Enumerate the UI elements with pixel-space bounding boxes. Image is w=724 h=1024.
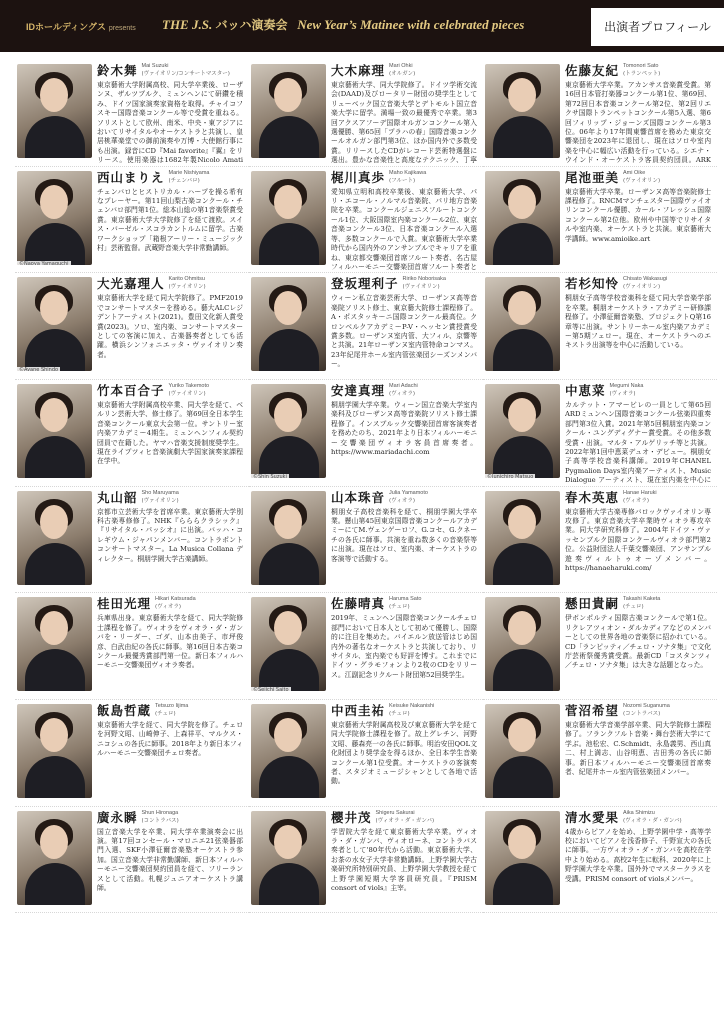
performer-info xyxy=(565,170,711,271)
performer-bio: 4歳からピアノを始め、上野学園中学・高等学校においてピアノを浅香修子、千野宣大の各氏に師事。一方ヴィオラ・ダ・ガンバを高校在学中より始める。高校2年生に転科、2020年に上野学園大学を卒業。国外外でマスタークラスを受講。PRISM consort of violsメンバー。 xyxy=(565,827,711,883)
performer-roman-name: Keisuke Nakanishi xyxy=(389,702,435,709)
performer-roman-name: Mari Adachi xyxy=(389,382,418,389)
performer-card xyxy=(483,273,717,380)
performer-card xyxy=(483,487,717,594)
performer-name: 櫻井茂 xyxy=(331,809,372,825)
performer-instrument: (コントラバス) xyxy=(623,710,661,717)
performer-name: 佐藤友紀 xyxy=(565,63,620,78)
photo-credit: ©Shin Suzuki xyxy=(253,473,287,478)
performer-roman-name: Haruma Sato xyxy=(389,596,422,603)
performer-info xyxy=(331,63,477,164)
performer-instrument: (ヴィオラ) xyxy=(609,390,636,397)
performer-card xyxy=(249,167,483,274)
performer-roman-name: Hikari Katsurada xyxy=(155,596,196,603)
performer-photo xyxy=(17,171,92,265)
performer-bio: 学習院大学を経て東京藝術大学卒業。ヴィオラ・ダ・ガンバ、ヴィオローネ、コントラバス奏者として'80年代から活動。東京藝術大学、お茶の水女子大学非常勤講師。上野学園大学古楽研究所特別研究員、上野学園大学教授を経て上野学園短期大学客員研究員。『PRISM consort of viols』主宰。 xyxy=(331,827,477,893)
concert-title xyxy=(162,16,524,33)
performer-name: 若杉知怜 xyxy=(565,276,620,292)
performer-instrument: (ヴィオラ) xyxy=(155,604,181,611)
performer-photo xyxy=(17,811,92,905)
performer-bio: カルテット・アマービレの一員として第65回ARDミュンヘン国際音楽コンクール弦楽四重奏部門第3位入賞。2021年第5回桐朋室内楽コンクール・ユングディグナー賞受賞。その他多数受賞・出演。マルタ・アルゲリッチ等と共演。2022年第1回中恵菜デュオ・デビュー。桐朋女子高等学校音楽科講師。2019年CHANEL Pygmalion Days室内楽アーティスト、Music Dialogue アーティスト、現在室内楽を中心に xyxy=(565,400,711,484)
performer-card xyxy=(249,593,483,700)
performer-bio: 桐朋女子高等学校音楽科を経て同大学音楽学部を卒業。桐朋オーケストラ・アカデミー研修課程修了。小澤征爾音楽塾、プロジェクトQ第16章等に出演。サントリーホール室内楽アカデミー第5期フェロー。現在、オーケストラへのエキストラ出演等を中心に活動している。 xyxy=(565,294,711,350)
performer-instrument: (チェロ) xyxy=(389,604,410,611)
performer-roman-name: Mai Suzuki xyxy=(141,63,169,69)
performer-card xyxy=(15,60,249,167)
performer-info xyxy=(565,703,711,804)
performer-bio: 国立音楽大学を卒業、同大学卒業演奏会に出演。第17回コンセール・マロニエ21弦楽器部門入選、SKF小澤征爾音楽塾オーケストラ参加。国立音楽大学非常勤講師、新日本フィルハーモニー交響楽団契約団員を経て、フリーランスとして活動。札幌ジュニアオーケストラ講師。 xyxy=(97,827,243,893)
performer-bio: 東京藝術大学を経て同大学院修了。PMF2019でコンサートマスターを務める。藝大ALCレジデントアーティスト(2021)。豊田文化新人賞受賞(2023)。ソロ、室内楽、コンサートマスターとしての客演に加え、古楽器奏者としても活躍。横浜シンフォニエッタ・ヴァイオリン奏者。 xyxy=(97,294,243,359)
performer-roman-name: Karito Ohmitsu xyxy=(168,276,205,283)
performer-card xyxy=(483,593,717,700)
performer-instrument: (ヴィオラ) xyxy=(389,497,415,504)
performer-photo xyxy=(485,704,560,798)
performer-bio: チェンバロとヒストリカル・ハープを操る希有なプレーヤー。第11回山梨古楽コンクール・チェンバロ部門第1位。総本山総の第1音楽祭賞受賞。東京藝術大学大学院修了を経て渡欧。スイス・バーゼル・スコラカントルムに留学。古楽ワークショップ「箱根アーリー・ミュージック村」芸術監督。武蔵野音楽大学非常勤講師。 xyxy=(97,187,243,253)
performer-roman-name: Shun Hironaga xyxy=(141,809,179,816)
performer-name: 梶川真歩 xyxy=(331,169,386,185)
performer-bio: 東京藝術大学附属高校、同大学卒業後、ローザンヌ、ザルツブルク、ミュンヘンにて研鑽を積み、ドイツ国家演奏家資格を取得。チャイコフスキー国際音楽コンクール等で受賞を重ねる。ソリストとして欧州、南米、中央・東アジアにおいてリサイタルやオーケストラと共演し、皇居桃華楽堂での御前演奏や万博・大使館行事にも出演。録音にCD『Mai favorite』『翼』をリリース。使用楽器は1682年製Nicolo Amati xyxy=(97,81,243,164)
presents-label: presents xyxy=(108,25,136,32)
title-en: New Year’s Matinee with celebrated pieces xyxy=(297,17,525,32)
performer-card xyxy=(15,167,249,274)
performer-instrument: (フルート) xyxy=(389,177,416,184)
performer-info xyxy=(565,810,711,911)
performer-instrument: (チェロ) xyxy=(155,710,176,717)
performer-name: 清水愛果 xyxy=(565,809,620,825)
performer-roman-name: Sho Maruyama xyxy=(141,489,179,496)
performer-bio: 兵庫県出身。東京藝術大学を経て、同大学院修士課程を修了。ヴィオラをヴィオラ・ダ・ガンバを・リーダー、ゴダ、山本由美子、市坪俊彦、白武由紀の各氏に師事。第16回日本古楽コンクール最優秀賞部門第一位。新日本フィルハーモニー交響楽団ヴィオラ奏者。 xyxy=(97,614,243,670)
performer-info xyxy=(565,276,711,377)
performer-card xyxy=(483,807,717,914)
performer-instrument: (ヴァイオリン) xyxy=(141,497,179,504)
performer-card xyxy=(483,167,717,274)
performer-card xyxy=(483,380,717,487)
performer-roman-name: Aika Shimizu xyxy=(623,809,655,816)
performer-name: 中恵菜 xyxy=(565,382,606,398)
performer-photo xyxy=(17,64,92,158)
photo-credit: ©Naoya Yamaguchi xyxy=(19,260,69,265)
performer-name: 菅沼希望 xyxy=(565,702,620,718)
performer-roman-name: Ririko Noborisaka xyxy=(402,276,446,283)
performer-instrument: (チェンバロ) xyxy=(168,177,200,184)
performer-photo xyxy=(485,597,560,691)
performer-card xyxy=(15,700,249,807)
performer-name: 鈴木舞 xyxy=(97,63,138,78)
performer-info xyxy=(565,383,711,484)
performer-name: 登坂理利子 xyxy=(331,276,399,292)
performer-info xyxy=(331,276,477,377)
performer-photo xyxy=(485,171,560,265)
performer-instrument: (ヴァイオリン) xyxy=(168,284,206,291)
title-prefix: THE J.S. xyxy=(162,17,213,32)
performer-card xyxy=(249,273,483,380)
performer-bio: 桐朋学園大学卒業。ウィーン国立音楽大学室内楽科及びローザンヌ高等音楽院ソリスト修士課程修了。インスブルック交響楽団首席客演奏者を務めたのち、2021年より日本フィルハーモニー交響楽団ヴィオラ客員首席奏者。https://www.mariadachi.com xyxy=(331,400,477,457)
performer-card xyxy=(15,807,249,914)
section-label: 出演者プロフィール xyxy=(591,8,724,46)
performer-bio: 東京藝術大学古楽専修バロックヴァイオリン専攻修了。東京音楽大学卒業時ヴィオラ専攻卒業。同大学研究科修了。2004年ドイツ・ヴァッセンブルク国際コンクールヴィオラ部門第2位。公益財団法人千葉交響楽団、アンサンブル遊奏ヴィルトゥオーゾメンバー。https://hanaeharuki.com/ xyxy=(565,507,711,573)
performer-info xyxy=(565,63,711,164)
performer-photo xyxy=(485,64,560,158)
performer-card xyxy=(483,60,717,167)
performer-instrument: (ヴィオラ) xyxy=(623,497,649,504)
performer-bio: 東京藝術大学附属高校卒業、同大学を経て、ベルリン芸術大学、修士修了。第69回全日本学生音楽コンクール東京大会第一位。サントリー室内楽アカデミー4期生。ミュンヘンフィル契約団員で在籍した。ヤマハ音楽支援制度奨学生。現在ライプツィヒ音楽演劇大学国家演奏家課程在学中。 xyxy=(97,400,243,466)
performer-name: 大光嘉理人 xyxy=(97,276,165,292)
performer-name: 尾池亜美 xyxy=(565,169,620,185)
sponsor-name: IDホールディングス xyxy=(26,22,106,32)
performer-card xyxy=(15,273,249,380)
performer-instrument: (トランペット) xyxy=(623,71,661,77)
photo-credit: ©Junichiro Matsuo xyxy=(487,473,534,478)
performer-roman-name: Ami Oike xyxy=(623,169,646,176)
performer-bio: 東京藝術大学を経て、同大学院を修了。チェロを河野文昭、山崎伸子、上森祥平、マルクス・ニコシュの各氏に師事。2018年より新日本フィルハーモニー交響楽団チェロ奏者。 xyxy=(97,720,243,758)
performer-bio: 伊ボンポルティ国際古楽コンクールで第1位。リクレアツィオン・ダルカディアなどのメンバーとしての世界各地の音楽祭に招かれている。CD「ランピッティ／チェロ・ソナタ集」で文化庁芸術祭優秀賞受賞。最新CD「コスタンツィ／チェロ・ソナタ集」は大きな話題となった。 xyxy=(565,614,711,670)
performer-bio: 京都市立芸術大学を首席卒業。東京藝術大学別科古楽専修修了。NHK『らららクラシック』『リサイタル・パッシオ』に出演。バッハ・コレギウム・ジャパンメンバー。コントラポントコンサートマスター。La Musica Collana ディレクター。桐朋学園大学古楽講師。 xyxy=(97,507,243,563)
performer-name: 桂田光理 xyxy=(97,596,152,612)
performer-card xyxy=(15,593,249,700)
photo-credit: ©Seiichi Saito xyxy=(253,687,289,692)
performer-info xyxy=(97,596,243,697)
performer-roman-name: Mari Ohki xyxy=(389,63,413,69)
performer-instrument: (ヴァイオリン) xyxy=(168,390,206,397)
performer-info xyxy=(97,383,243,484)
performer-instrument: (チェロ) xyxy=(389,710,410,717)
performer-photo xyxy=(17,704,92,798)
performer-card xyxy=(15,380,249,487)
sponsor-logo xyxy=(26,20,136,33)
performer-photo xyxy=(251,384,326,478)
performer-name: 懸田貴嗣 xyxy=(565,596,620,612)
performer-bio: 東京藝術大学、同大学院修了。ドイツ学術交流会(DAAD)及びロータリー財団の奨学生としてリューベック国立音楽大学とデトモルト国立音楽大学に留学。満場一致の最優秀で卒業。第3回アクスアフーデ国際オルガンコンクール第入選優勝、第65回「プラハの春」国際音楽コンクールオルガン部門第3位、ほか国内外で多数受賞。リリースしたCDがレコード芸術特選盤に選出。豊かな音楽性と高度なテクニック、丁寧 xyxy=(331,81,477,164)
performer-roman-name: Takashi Kaketa xyxy=(623,596,661,603)
performer-instrument: (ヴィオラ) xyxy=(389,390,415,397)
photo-credit: ©Ayane Shindo xyxy=(19,367,59,372)
performer-info xyxy=(97,170,243,271)
performer-instrument: (ヴィオラ・ダ・ガンバ) xyxy=(375,817,435,824)
performer-info xyxy=(97,810,243,911)
performer-info xyxy=(331,703,477,804)
performer-name: 中西圭祐 xyxy=(331,702,386,718)
performer-photo xyxy=(251,171,326,265)
performer-info xyxy=(97,63,243,164)
performer-roman-name: Yuriko Takemoto xyxy=(168,382,210,389)
performer-photo xyxy=(17,491,92,585)
performer-bio: 東京藝術大学卒業。アカンサス音楽賞受賞。第16回日本管打楽器コンクール第1位、第69回、第72回日本音楽コンクール第2位、第2回リエクサ国際トランペットコンクール第5入選、第6回フィリップ・ジョーンズ国際コンクール第3位。06年より17年間東響首席を務めた東京交響楽団を2023年に退団し、現在はソロや室内楽を中心に幅広い活動を行っている。シエナ・ウインド・オーケストラ客員契約団員。ARK xyxy=(565,81,711,164)
performer-grid xyxy=(15,60,717,1020)
performer-name: 春木英恵 xyxy=(565,489,620,505)
performer-card xyxy=(249,60,483,167)
performer-info xyxy=(331,596,477,697)
performer-name: 丸山韶 xyxy=(97,489,138,505)
performer-instrument: (ヴァイオリン) xyxy=(623,284,661,291)
performer-photo xyxy=(251,811,326,905)
performer-roman-name: Julia Yamamoto xyxy=(389,489,428,496)
performer-photo xyxy=(251,597,326,691)
performer-photo xyxy=(485,384,560,478)
performer-card xyxy=(483,700,717,807)
performer-info xyxy=(331,170,477,271)
performer-card xyxy=(249,380,483,487)
performer-bio: 愛知県立明和高校卒業後、東京藝術大学、パリ・エコール・ノルマル音楽院、パリ地方音楽院を卒業。コンクールジェニスフルートコンクール1位、大阪国際室内楽コンクール2位、東京音楽コンクール3位、日本音楽コンクール入選等、多数コンクールで入賞。東京藝術大学卒業時代から国内外のアンサンブルでキャリアを重ね、東京都交響楽団首席フルート奏者、名古屋フィルハーモニー交響楽団首席フルート奏者と xyxy=(331,187,477,271)
performer-photo xyxy=(17,597,92,691)
performer-instrument: (ヴィオラ・ダ・ガンバ) xyxy=(623,817,682,824)
performer-bio: 東京藝術大学音楽学部卒業、同大学院修士課程修了。フランクフルト音楽・舞台芸術大学にて学ぶ。池松宏、C.Schmidt、永島義男、西山真二、村上満志、山谷明恵、吉田秀の各氏に師事。新日本フィルハーモニー交響楽団首席奏者、紀尾井ホール室内管弦楽団メンバー。 xyxy=(565,720,711,777)
title-jp: バッハ演奏会 xyxy=(215,18,288,32)
performer-name: 廣永瞬 xyxy=(97,809,138,825)
performer-roman-name: Marie Nishiyama xyxy=(168,169,210,176)
performer-name: 山本珠音 xyxy=(331,489,386,505)
performer-card xyxy=(249,700,483,807)
performer-bio: 2019年、ミュンヘン国際音楽コンクールチェロ部門において日本人として初めて優勝し、国際的に注目を集めた。バイエルン放送管はじめ国内外の著名なオーケストラと共演しており、リサイタル、室内楽でも好評を博す。これまでにドイツ・グラモフォンより2枚のCDをリリース。江副記念リクルート財団第52回奨学生。 xyxy=(331,614,477,679)
performer-roman-name: Chisato Wakasugi xyxy=(623,276,668,283)
performer-info xyxy=(97,703,243,804)
performer-roman-name: Hanae Haruki xyxy=(623,489,657,496)
performer-photo xyxy=(17,277,92,371)
performer-name: 大木麻理 xyxy=(331,63,386,78)
performer-info xyxy=(331,383,477,484)
performer-photo xyxy=(485,277,560,371)
performer-instrument: (ヴァイオリン/コンサートマスター) xyxy=(141,71,230,77)
performer-info xyxy=(565,490,711,591)
performer-card xyxy=(15,487,249,594)
performer-instrument: (コントラバス) xyxy=(141,817,179,824)
performer-photo xyxy=(251,277,326,371)
performer-roman-name: Nozomi Suganuma xyxy=(623,702,670,709)
performer-card xyxy=(249,807,483,914)
performer-name: 安達真理 xyxy=(331,382,386,398)
performer-name: 竹本百合子 xyxy=(97,382,165,398)
performer-name: 佐藤晴真 xyxy=(331,596,386,612)
performer-instrument: (ヴァイオリン) xyxy=(623,177,661,184)
performer-bio: ウィーン私立音楽芸術大学、ローザンヌ高等音楽院ソリスト修士、東京藝大院修士課程修了。A・ポスタッキーニ国際コンクール最高位。クロンベルクアカデミーP-V・ヘッセン賞授賞受賞多数。ローザンヌ室内管、大フィル、京響等と共演。21年ローザンヌ室内管特命コンマス。23年紀尾井ホール室内管弦楽団シーズンメンバー。 xyxy=(331,294,477,369)
performer-photo xyxy=(251,491,326,585)
performer-roman-name: Megumi Naka xyxy=(609,382,644,389)
performer-photo xyxy=(251,64,326,158)
performer-photo xyxy=(17,384,92,478)
performer-bio: 東京藝術大学卒業。ローザンヌ高等音楽院修士課程修了。RNCMマンチェスター国際ヴァイオリンコンクール優勝、カール・フレッシュ国際コンクール第2位他。欧州や中国等でリサイタルや室内楽、オーケストラと共演。東京藝術大学講師。www.amioike.art xyxy=(565,187,711,243)
performer-instrument: (オルガン) xyxy=(389,71,416,77)
performer-bio: 桐朋女子高校音楽科を経て、桐朋学園大学卒業。懸山第45回東京国際音楽コンクールアカデミーにてM.ヴェンゲーロフ、G.コセ、G.クネーチの各氏に師事。共演を重ね数多くの音楽祭等に出演。現在はソロ、室内楽、オーケストラの客演等で活動する。 xyxy=(331,507,477,563)
performer-roman-name: Maho Kajikawa xyxy=(389,169,427,176)
performer-roman-name: Tetsuzo Iijima xyxy=(155,702,189,709)
header-bar xyxy=(0,0,724,52)
performer-roman-name: Shigeru Sakurai xyxy=(375,809,415,816)
performer-photo xyxy=(485,491,560,585)
performer-info xyxy=(565,596,711,697)
performer-bio: 東京藝術大学附属高校及び東京藝術大学を経て同大学院修士課程を修了。故上グレチン、河野文昭、藤森亮一の各氏に師事。明治安田QOL文化財団より奨学金を得るほか、全日本学生音楽コンクール第1位受賞。オーケストラの客演奏者、スタジオミュージシャンとして各地で活動。 xyxy=(331,720,477,786)
performer-card xyxy=(249,487,483,594)
performer-info xyxy=(331,810,477,911)
performer-roman-name: Tomonori Sato xyxy=(623,63,659,69)
performer-name: 飯島哲蔵 xyxy=(97,702,152,718)
performer-photo xyxy=(485,811,560,905)
performer-instrument: (チェロ) xyxy=(623,604,644,611)
performer-info xyxy=(97,490,243,591)
performer-photo xyxy=(251,704,326,798)
performer-info xyxy=(331,490,477,591)
performer-instrument: (ヴァイオリン) xyxy=(402,284,440,291)
performer-info xyxy=(97,276,243,377)
performer-name: 西山まりえ xyxy=(97,169,165,185)
